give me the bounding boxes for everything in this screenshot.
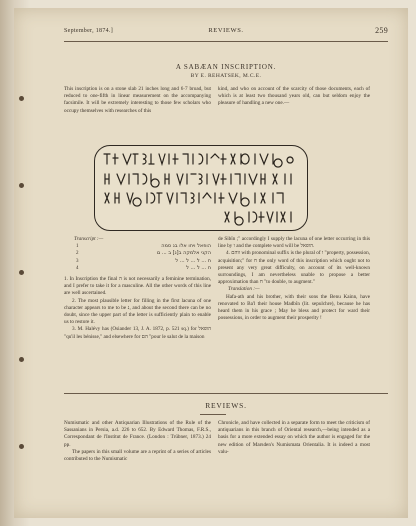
review-citation: Numismatic and other Antiquarian Illustrations of the Rule of the Sassanians in Persia, a.d. 226 to 652. By Edward Thomas, F.R.S., Correspondant de l'Institut de France. (London : Trübner, 1873.) 24 pp. — [64, 420, 211, 448]
note-paragraph: 4. ווהם with pronominal suffix is the plural of ו "property, possession, acquisition;" for ח the only word of this inscription which ought not to present any very great difficulty, on account of its well-known surroundings, I am nevertheless unable to propose a better approximation than ח "to double, to augment." — [218, 250, 370, 286]
header-rule — [64, 41, 388, 42]
right-column-text: de Sibîn ;" accordingly I supply the lacuna of one letter occurring in this line by ו and the complete word will be הופאל. — [218, 236, 370, 250]
reviews-rule — [200, 414, 226, 415]
transcript-line-text: הופאל ויחו אלו בנ סמה — [161, 243, 211, 250]
page-number: 259 — [375, 26, 388, 35]
inscription-facsimile — [94, 145, 308, 231]
transcript-line-number: 1 — [76, 244, 79, 250]
reviews-title: REVIEWS. — [205, 401, 247, 410]
article-title: A SABÆAN INSCRIPTION. — [175, 63, 277, 71]
translation-label: Translation :— — [228, 286, 260, 293]
transcript-line — [64, 243, 211, 250]
intro-right-column — [218, 86, 370, 108]
intro-left-text: This inscription is on a stone slab 21 inches long and 6·7 broad, but reduced to one-fifth in linear measurement on the accompanying facsimile. It will be extremely interesting to those few scholars who occupy themselves with researches of this — [64, 86, 211, 114]
note-paragraph: 1. In Inscription the final ה is not necessarily a feminine termination, and I prefer to take it for a masculine. All the other words of this line are well ascertained. — [64, 276, 211, 297]
transcript-line-number: 3 — [76, 258, 79, 264]
transcript-label: Transcript :— — [74, 236, 104, 242]
reviews-left-column — [64, 420, 211, 463]
intro-right-text: kind, and who on account of the scarcity of those documents, each of which is at least two thousand years old, can but seldom enjoy the pleasure of handling a new one.— — [218, 86, 370, 107]
header-section: REVIEWS. — [208, 27, 244, 34]
transcript-line-number: 2 — [76, 251, 79, 257]
binding-hole — [19, 357, 24, 362]
transcript-line-text: ח ... ל ... ל ... ל — [175, 257, 211, 264]
binding-hole — [19, 444, 24, 449]
note-paragraph: 2. The most plausible letter for filling in the first lacuna of one character appears to me to be נ, and about the second there can be no doubt, since the upper part of the letter is sufficiently plain to enable us to restore it. — [64, 297, 211, 326]
transcript-line-text: ח ... ל ... ל — [186, 264, 211, 271]
inscription-glyphs — [95, 146, 307, 230]
header-date: September, 1874.] — [64, 28, 114, 34]
review-text-continued: Chronicle, and have collected in a separate form to meet the criticism of antiquarians in this branch of Oriental research,—being intended as a basis for a more extended essay on which the author is engaged for the new edition of Marsden's Numismata Orientalia. It is indeed a most valu- — [218, 420, 370, 455]
binding-hole — [19, 183, 24, 188]
article-byline: BY E. REHATSEK, M.C.E. — [190, 73, 262, 79]
binding-hole — [19, 96, 24, 101]
translation-column — [218, 236, 370, 322]
binding-hole — [19, 270, 24, 275]
transcript-line — [64, 265, 211, 272]
review-text: The papers in this small volume are a reprint of a series of articles contributed to the Numismatic — [64, 448, 211, 463]
page-header — [64, 26, 388, 38]
note-paragraph: 3. M. Halévy has (Osiander 13, J. A. 1872, p. 521 sq.) for הופאל "qu'il les bénisse," and elsewhere for הם "pour le salut de la maison — [64, 326, 211, 340]
transcript-line — [64, 250, 211, 257]
transcript-line-number: 4 — [76, 265, 79, 271]
transcript-column — [64, 236, 211, 341]
transcript-line-text: הקני אלמקה ב[נ] ב ... ם — [156, 250, 211, 257]
reviews-right-column — [218, 420, 370, 456]
transcript-line — [64, 258, 211, 265]
translation-text: Hafa-ath and his brother, with their sons the Benu Kainn, have renovated to Ba'l their house Madbîn (lit. sepulchre), because he has heard them in his grace ; May he bless and protect for ward their possessions, in order to augment their prosperity ! — [218, 293, 370, 322]
intro-left-column — [64, 86, 211, 115]
section-rule — [64, 393, 388, 394]
